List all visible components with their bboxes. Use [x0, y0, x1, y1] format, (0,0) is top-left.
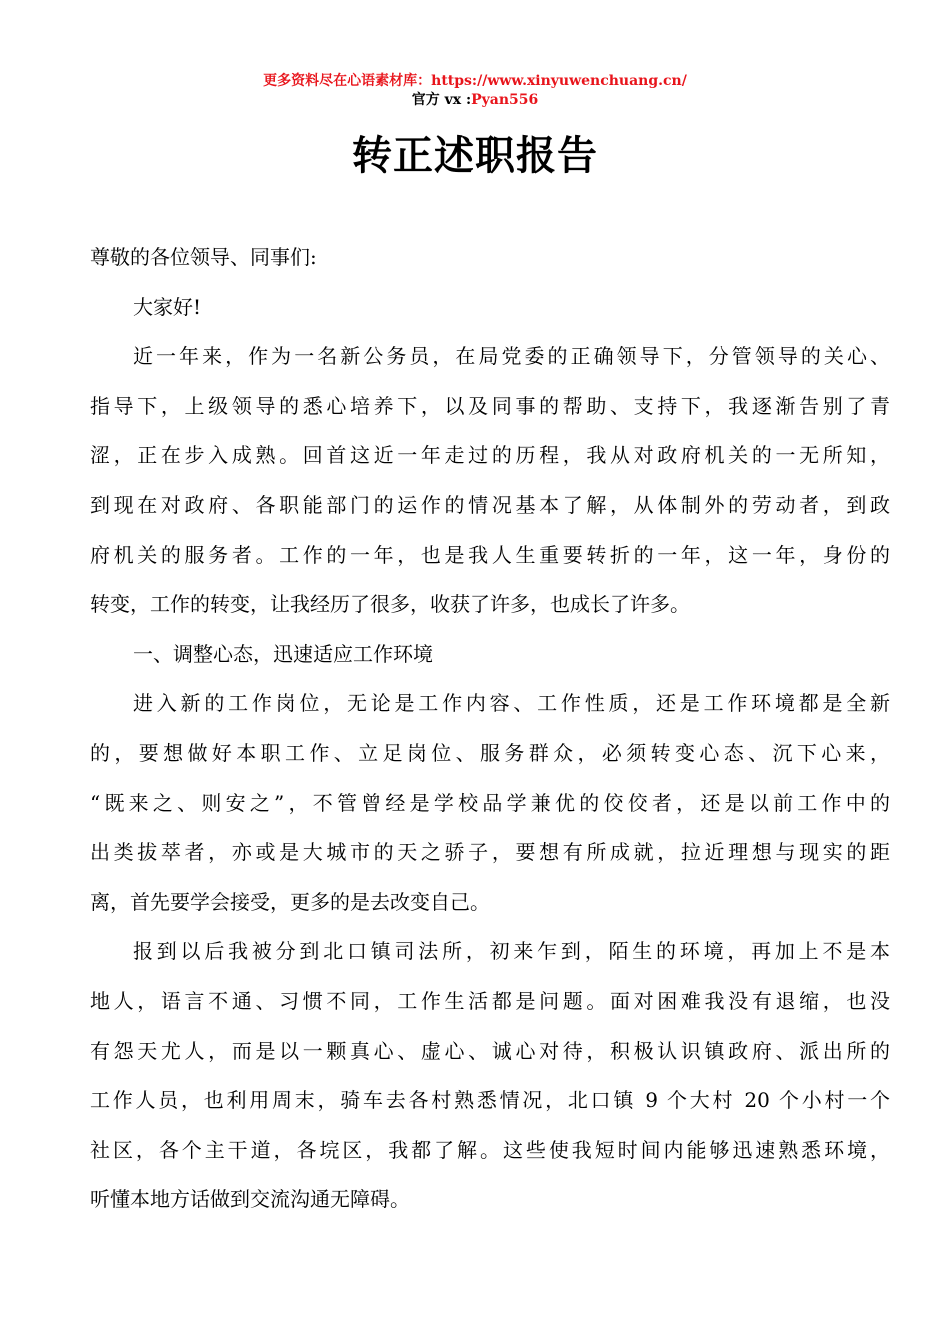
paragraph-line: 指导下，上级领导的悉心培养下，以及同事的帮助、支持下，我逐渐告别了青	[90, 393, 890, 418]
paragraph-line: 府机关的服务者。工作的一年，也是我人生重要转折的一年，这一年，身份的	[90, 542, 890, 567]
paragraph-line: 地人，语言不通、习惯不同，工作生活都是问题。面对困难我没有退缩，也没	[90, 988, 890, 1013]
paragraph-line: 出类拔萃者，亦或是大城市的天之骄子，要想有所成就，拉近理想与现实的距	[90, 840, 890, 865]
salutation-line: 尊敬的各位领导、同事们:	[90, 245, 317, 269]
header-resource-link: 更多资料尽在心语素材库：https://www.xinyuwenchuang.cn/	[263, 73, 687, 89]
paragraph-line: 涩，正在步入成熟。回首这近一年走过的历程，我从对政府机关的一无所知，	[90, 443, 890, 468]
paragraph-line: 进入新的工作岗位，无论是工作内容、工作性质，还是工作环境都是全新	[133, 691, 890, 716]
paragraph-line: 转变，工作的转变，让我经历了很多，收获了许多，也成长了许多。	[90, 592, 690, 617]
paragraph-line: 报到以后我被分到北口镇司法所，初来乍到，陌生的环境，再加上不是本	[133, 939, 890, 964]
document-body	[90, 233, 890, 1225]
paragraph-line: 有怨天尤人，而是以一颗真心、虚心、诚心对待，积极认识镇政府、派出所的	[90, 1038, 890, 1063]
paragraph-line: 的，要想做好本职工作、立足岗位、服务群众，必须转变心态、沉下心来，	[90, 740, 890, 765]
paragraph-line: 听懂本地方话做到交流沟通无障碍。	[90, 1187, 410, 1212]
document-title: 转正述职报告	[352, 132, 598, 179]
header-contact-id: Pyan556	[471, 92, 539, 108]
paragraph-line: 社区，各个主干道，各垸区，我都了解。这些使我短时间内能够迅速熟悉环境，	[90, 1137, 890, 1162]
header-contact-prefix: 官方 vx :	[411, 92, 472, 108]
paragraph-line: “既来之、则安之”，不管曾经是学校品学兼优的佼佼者，还是以前工作中的	[90, 790, 890, 815]
paragraph-line: 工作人员，也利用周末，骑车去各村熟悉情况，北口镇 9 个大村 20 个小村一个	[90, 1088, 890, 1113]
paragraph-line: 离，首先要学会接受，更多的是去改变自己。	[90, 889, 490, 914]
greeting-line: 大家好!	[133, 294, 202, 319]
header-contact	[0, 91, 950, 109]
paragraph-line: 到现在对政府、各职能部门的运作的情况基本了解，从体制外的劳动者，到政	[90, 492, 890, 517]
section-heading: 一、调整心态，迅速适应工作环境	[133, 641, 433, 666]
paragraph-line: 近一年来，作为一名新公务员，在局党委的正确领导下，分管领导的关心、	[133, 344, 890, 369]
